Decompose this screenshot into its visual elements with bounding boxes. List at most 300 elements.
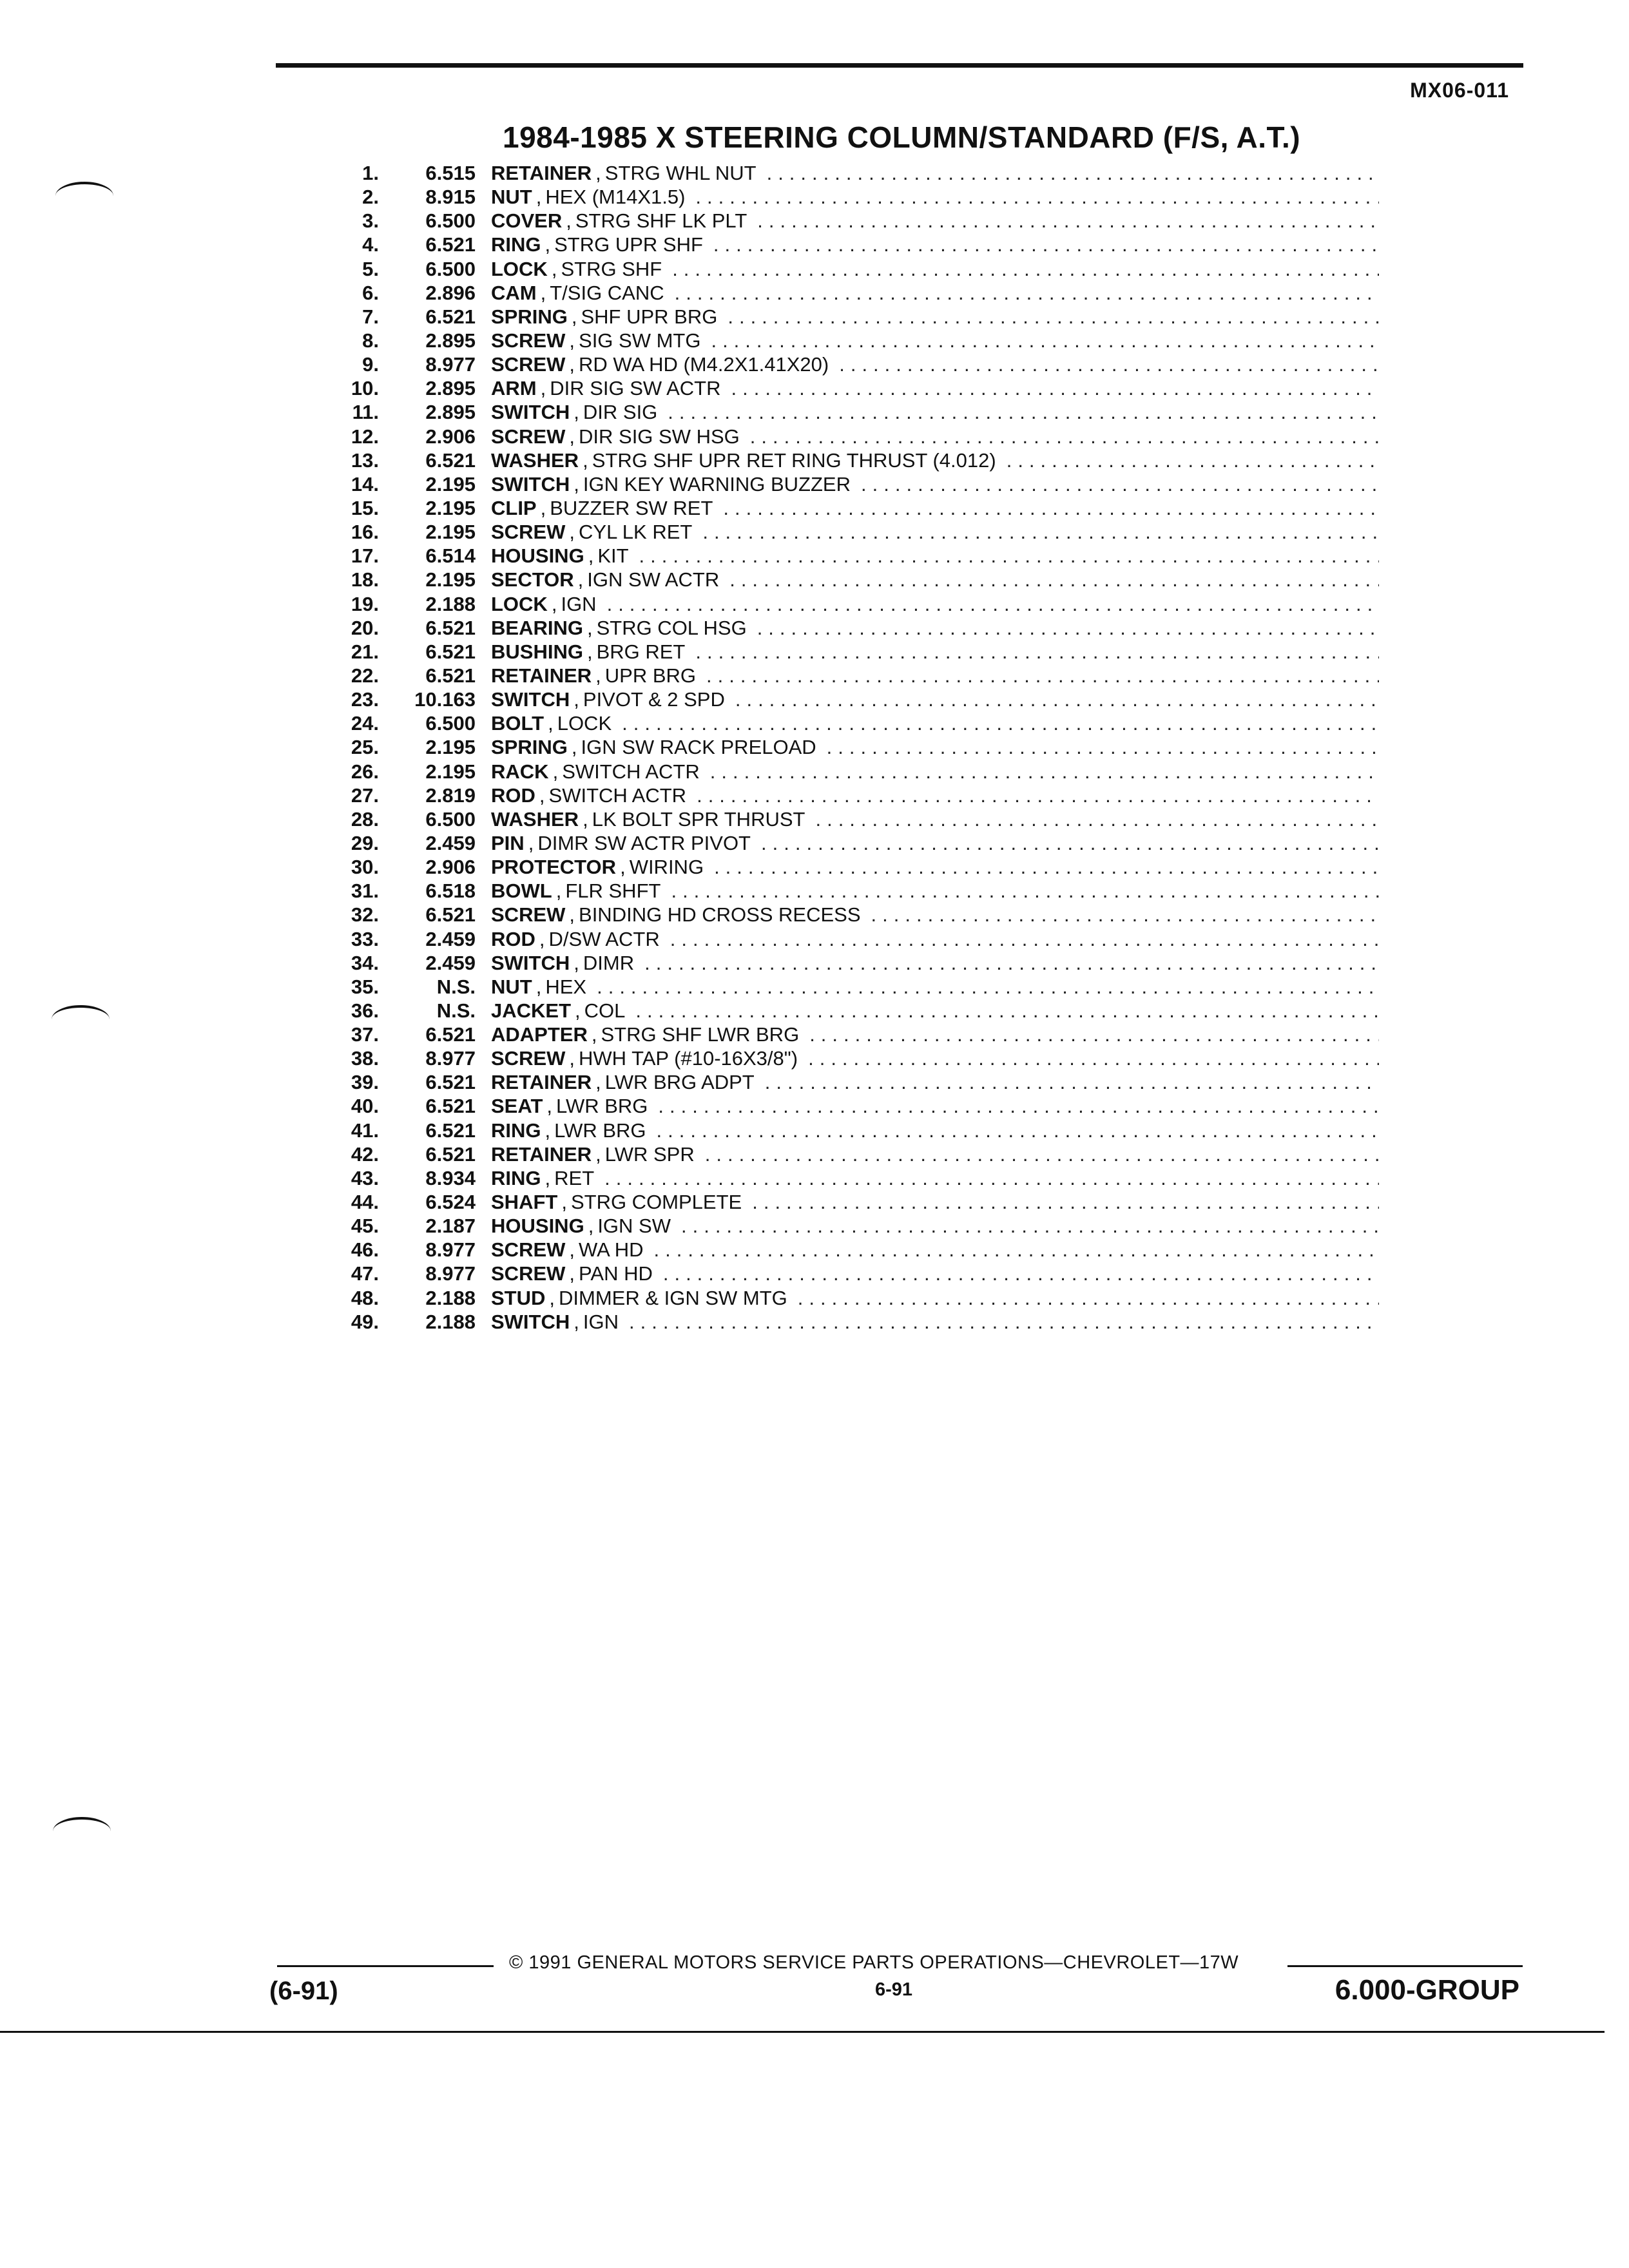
part-row — [322, 760, 1379, 783]
part-row — [322, 855, 1379, 879]
part-row — [322, 1214, 1379, 1238]
part-number: 2. — [362, 186, 379, 209]
part-number: 39. — [351, 1071, 379, 1094]
part-name: SPRING — [491, 305, 568, 328]
part-group: 6.521 — [425, 640, 476, 663]
part-group: 6.521 — [425, 233, 476, 256]
dot-leader — [757, 209, 1379, 233]
part-group: 8.977 — [425, 1238, 476, 1262]
part-row — [322, 1046, 1379, 1070]
part-description: IGN SW RACK PRELOAD — [581, 736, 816, 759]
part-separator: , — [574, 1310, 579, 1333]
bottom-rule — [0, 2031, 1605, 2033]
part-separator: , — [528, 831, 534, 854]
part-number: 3. — [362, 209, 379, 233]
part-number: 21. — [351, 640, 379, 663]
part-number: 27. — [351, 783, 379, 807]
part-row — [322, 1119, 1379, 1142]
footer-date-code: (6-91) — [269, 1977, 338, 2005]
punch-hole-mark — [52, 1005, 110, 1033]
part-separator: , — [586, 616, 593, 639]
part-row — [322, 544, 1379, 568]
part-row — [322, 879, 1379, 903]
part-separator: , — [535, 186, 542, 209]
part-description: STRG WHL NUT — [604, 162, 757, 184]
dot-leader — [839, 352, 1379, 376]
part-name: SWITCH — [491, 1310, 570, 1333]
part-group: 2.906 — [425, 425, 476, 448]
part-group: 2.195 — [425, 521, 476, 544]
part-name: SWITCH — [491, 401, 570, 424]
part-separator: , — [546, 1095, 553, 1118]
part-group: 2.895 — [425, 329, 476, 352]
part-group: 6.521 — [425, 616, 476, 639]
part-name: SCREW — [491, 425, 566, 448]
part-description: SWITCH ACTR — [562, 760, 700, 783]
part-row — [322, 448, 1379, 472]
part-separator: , — [583, 448, 588, 472]
part-description: HEX — [545, 975, 587, 998]
part-separator: , — [540, 281, 546, 304]
part-group: 2.819 — [425, 783, 476, 807]
dot-leader — [607, 592, 1379, 616]
part-number: 34. — [351, 951, 379, 974]
part-group: N.S. — [436, 999, 476, 1022]
part-separator: , — [569, 425, 575, 448]
part-number: 13. — [351, 448, 379, 472]
part-number: 42. — [351, 1142, 379, 1166]
dot-leader — [604, 1166, 1379, 1190]
part-row — [322, 281, 1379, 305]
part-separator: , — [569, 521, 575, 544]
dot-leader — [752, 1190, 1379, 1214]
part-row — [322, 903, 1379, 927]
part-group: 2.459 — [425, 951, 476, 974]
part-separator: , — [591, 1023, 597, 1046]
part-number: 6. — [362, 281, 379, 304]
part-description: STRG SHF UPR RET RING THRUST (4.012) — [592, 448, 996, 472]
part-number: 48. — [351, 1286, 379, 1309]
part-group: 2.195 — [425, 496, 476, 519]
part-number: 31. — [351, 879, 379, 903]
part-row — [322, 927, 1379, 951]
part-group: 2.459 — [425, 927, 476, 950]
part-description: LWR SPR — [604, 1142, 695, 1166]
part-number: 36. — [351, 999, 379, 1022]
part-name: SWITCH — [491, 472, 570, 495]
part-group: 2.188 — [425, 1310, 476, 1333]
part-name: SCREW — [491, 1262, 566, 1285]
part-description: HWH TAP (#10-16X3/8") — [579, 1047, 798, 1070]
part-name: PROTECTOR — [491, 856, 617, 879]
part-number: 14. — [351, 472, 379, 495]
part-description: STRG SHF LK PLT — [575, 209, 747, 233]
part-name: LOCK — [491, 592, 548, 615]
part-group: 6.521 — [425, 903, 476, 927]
part-group: 2.195 — [425, 568, 476, 591]
part-description: COL — [584, 999, 626, 1022]
part-name: ARM — [491, 377, 537, 400]
part-name: SCREW — [491, 1047, 566, 1070]
part-name: BOLT — [491, 712, 545, 735]
part-group: 2.896 — [425, 281, 476, 304]
part-separator: , — [539, 927, 545, 950]
part-group: 10.163 — [414, 688, 476, 711]
dot-leader — [827, 735, 1379, 759]
part-separator: , — [583, 807, 588, 831]
part-group: 2.195 — [425, 736, 476, 759]
part-number: 38. — [351, 1047, 379, 1070]
part-number: 1. — [362, 162, 379, 184]
part-separator: , — [539, 783, 545, 807]
part-separator: , — [551, 257, 557, 280]
punch-hole-mark — [53, 1817, 111, 1845]
part-number: 32. — [351, 903, 379, 927]
part-description: UPR BRG — [604, 664, 697, 687]
part-name: LOCK — [491, 257, 548, 280]
part-separator: , — [535, 975, 542, 998]
part-description: KIT — [597, 544, 629, 568]
part-separator: , — [569, 329, 575, 352]
part-description: STRG UPR SHF — [554, 233, 703, 256]
part-description: BINDING HD CROSS RECESS — [579, 903, 861, 927]
part-row — [322, 1166, 1379, 1190]
part-name: BUSHING — [491, 640, 583, 663]
part-separator: , — [561, 1191, 567, 1214]
part-separator: , — [569, 1238, 575, 1262]
part-group: 6.500 — [425, 209, 476, 233]
part-separator: , — [571, 305, 577, 328]
dot-leader — [809, 1023, 1379, 1046]
part-description: LWR BRG ADPT — [604, 1071, 755, 1094]
part-number: 24. — [351, 712, 379, 735]
part-row — [322, 161, 1379, 185]
part-row — [322, 400, 1379, 424]
part-group: 2.895 — [425, 377, 476, 400]
part-group: 8.977 — [425, 1262, 476, 1285]
part-row — [322, 305, 1379, 329]
part-description: DIMMER & IGN SW MTG — [559, 1286, 787, 1309]
part-description: DIMR SW ACTR PIVOT — [537, 831, 751, 854]
part-name: BOWL — [491, 879, 552, 903]
part-group: 8.934 — [425, 1166, 476, 1189]
part-separator: , — [574, 951, 579, 974]
part-separator: , — [566, 209, 572, 233]
part-row — [322, 592, 1379, 616]
part-description: RET — [554, 1166, 595, 1189]
part-row — [322, 1238, 1379, 1262]
part-row — [322, 257, 1379, 281]
part-number: 4. — [362, 233, 379, 256]
part-row — [322, 735, 1379, 759]
dot-leader — [710, 760, 1379, 783]
part-description: IGN — [561, 592, 597, 615]
part-name: SWITCH — [491, 951, 570, 974]
part-separator: , — [548, 712, 554, 735]
dot-leader — [729, 568, 1379, 591]
part-row — [322, 783, 1379, 807]
dot-leader — [757, 616, 1379, 640]
dot-leader — [728, 305, 1379, 329]
part-name: SCREW — [491, 1238, 566, 1262]
part-description: LWR BRG — [556, 1095, 648, 1118]
part-separator: , — [595, 664, 601, 687]
part-name: SCREW — [491, 521, 566, 544]
dot-leader — [871, 903, 1379, 927]
part-description: T/SIG CANC — [550, 281, 664, 304]
part-number: 35. — [351, 975, 379, 998]
part-name: SCREW — [491, 903, 566, 927]
part-description: LOCK — [557, 712, 612, 735]
part-row — [322, 472, 1379, 496]
part-name: WASHER — [491, 448, 579, 472]
part-separator: , — [571, 736, 577, 759]
part-group: 6.500 — [425, 257, 476, 280]
part-row — [322, 1262, 1379, 1285]
part-description: IGN SW ACTR — [587, 568, 720, 591]
part-separator: , — [595, 1142, 601, 1166]
part-group: 6.521 — [425, 1095, 476, 1118]
dot-leader — [750, 425, 1379, 448]
part-name: HOUSING — [491, 1215, 584, 1238]
part-group: 8.977 — [425, 353, 476, 376]
part-name: SCREW — [491, 353, 566, 376]
part-group: 6.521 — [425, 1023, 476, 1046]
part-description: HEX (M14X1.5) — [545, 186, 686, 209]
part-separator: , — [540, 377, 546, 400]
part-name: RETAINER — [491, 1142, 592, 1166]
part-number: 43. — [351, 1166, 379, 1189]
page-title: 1984-1985 X STEERING COLUMN/STANDARD (F/S, A.T.) — [503, 120, 1301, 154]
dot-leader — [815, 807, 1379, 831]
part-number: 41. — [351, 1119, 379, 1142]
part-name: WASHER — [491, 807, 579, 831]
dot-leader — [705, 1142, 1379, 1166]
dot-leader — [670, 927, 1379, 951]
part-description: SWITCH ACTR — [548, 783, 687, 807]
part-row — [322, 999, 1379, 1023]
part-number: 18. — [351, 568, 379, 591]
part-name: RETAINER — [491, 1071, 592, 1094]
part-row — [322, 520, 1379, 544]
footer-copyright: © 1991 GENERAL MOTORS SERVICE PARTS OPERATIONS—CHEVROLET—17W — [509, 1952, 1239, 1973]
part-group: 2.195 — [425, 472, 476, 495]
part-separator: , — [540, 496, 546, 519]
part-row — [322, 1190, 1379, 1214]
part-description: DIR SIG SW HSG — [579, 425, 740, 448]
part-number: 12. — [351, 425, 379, 448]
dot-leader — [663, 1262, 1379, 1285]
part-group: 8.915 — [425, 186, 476, 209]
part-separator: , — [569, 903, 575, 927]
part-number: 17. — [351, 544, 379, 568]
part-name: JACKET — [491, 999, 572, 1022]
part-group: 2.188 — [425, 592, 476, 615]
part-group: 8.977 — [425, 1047, 476, 1070]
part-description: PAN HD — [579, 1262, 653, 1285]
part-description: IGN SW — [597, 1215, 671, 1238]
dot-leader — [681, 1214, 1379, 1238]
part-separator: , — [569, 1262, 575, 1285]
part-number: 40. — [351, 1095, 379, 1118]
part-number: 25. — [351, 736, 379, 759]
part-row — [322, 616, 1379, 640]
part-number: 22. — [351, 664, 379, 687]
part-separator: , — [574, 472, 579, 495]
part-group: 6.521 — [425, 305, 476, 328]
dot-leader — [629, 1310, 1379, 1334]
part-separator: , — [574, 688, 579, 711]
part-group: 6.521 — [425, 664, 476, 687]
part-number: 49. — [351, 1310, 379, 1333]
dot-leader — [723, 496, 1379, 520]
dot-leader — [644, 951, 1379, 975]
footer-group-label: 6.000-GROUP — [1335, 1974, 1519, 2006]
part-description: STRG COL HSG — [596, 616, 747, 639]
part-group: 6.521 — [425, 1142, 476, 1166]
part-description: IGN — [583, 1310, 619, 1333]
part-row — [322, 425, 1379, 448]
dot-leader — [639, 544, 1379, 568]
part-name: ADAPTER — [491, 1023, 588, 1046]
part-name: ROD — [491, 927, 535, 950]
dot-leader — [861, 472, 1379, 496]
part-separator: , — [595, 1071, 601, 1094]
dot-leader — [711, 329, 1379, 352]
part-description: BRG RET — [596, 640, 686, 663]
part-separator: , — [545, 233, 551, 256]
part-name: SWITCH — [491, 688, 570, 711]
part-description: WA HD — [579, 1238, 644, 1262]
part-row — [322, 687, 1379, 711]
part-description: WIRING — [629, 856, 704, 879]
dot-leader — [765, 1070, 1379, 1094]
part-number: 37. — [351, 1023, 379, 1046]
dot-leader — [735, 687, 1379, 711]
part-group: 2.195 — [425, 760, 476, 783]
part-row — [322, 233, 1379, 256]
part-name: NUT — [491, 975, 532, 998]
part-name: CAM — [491, 281, 537, 304]
part-row — [322, 568, 1379, 591]
part-group: 6.515 — [425, 162, 476, 184]
part-row — [322, 640, 1379, 664]
part-group: 6.514 — [425, 544, 476, 568]
dot-leader — [714, 855, 1379, 879]
part-name: RACK — [491, 760, 549, 783]
part-group: 6.524 — [425, 1191, 476, 1214]
parts-list — [322, 161, 1379, 1334]
part-group: 6.500 — [425, 807, 476, 831]
part-group: 6.521 — [425, 1071, 476, 1094]
dot-leader — [672, 257, 1379, 281]
part-group: 2.895 — [425, 401, 476, 424]
part-number: 44. — [351, 1191, 379, 1214]
reference-code: MX06-011 — [1410, 79, 1509, 102]
part-name: SECTOR — [491, 568, 574, 591]
part-number: 29. — [351, 831, 379, 854]
part-description: IGN KEY WARNING BUZZER — [583, 472, 851, 495]
part-number: 16. — [351, 521, 379, 544]
part-row — [322, 329, 1379, 352]
part-name: HOUSING — [491, 544, 584, 568]
part-name: SEAT — [491, 1095, 543, 1118]
part-number: 46. — [351, 1238, 379, 1262]
dot-leader — [808, 1046, 1379, 1070]
dot-leader — [731, 376, 1379, 400]
dot-leader — [635, 999, 1379, 1023]
part-row — [322, 1142, 1379, 1166]
part-separator: , — [620, 856, 626, 879]
part-row — [322, 807, 1379, 831]
footer-rule-right — [1287, 1965, 1523, 1967]
punch-hole-mark — [55, 182, 113, 210]
part-name: PIN — [491, 831, 525, 854]
part-row — [322, 975, 1379, 999]
part-name: BEARING — [491, 616, 583, 639]
part-row — [322, 664, 1379, 687]
part-separator: , — [552, 760, 559, 783]
part-separator: , — [545, 1119, 551, 1142]
part-group: 2.188 — [425, 1286, 476, 1309]
part-number: 15. — [351, 496, 379, 519]
part-separator: , — [574, 401, 579, 424]
part-row — [322, 1094, 1379, 1118]
part-number: 20. — [351, 616, 379, 639]
part-number: 8. — [362, 329, 379, 352]
part-separator: , — [569, 353, 575, 376]
dot-leader — [1007, 448, 1379, 472]
part-row — [322, 209, 1379, 233]
dot-leader — [695, 640, 1379, 664]
part-description: STRG SHF — [561, 257, 662, 280]
dot-leader — [622, 711, 1379, 735]
dot-leader — [671, 879, 1379, 903]
part-description: DIR SIG — [583, 401, 658, 424]
part-description: DIR SIG SW ACTR — [550, 377, 721, 400]
part-description: D/SW ACTR — [548, 927, 660, 950]
part-group: 2.906 — [425, 856, 476, 879]
part-description: STRG SHF LWR BRG — [601, 1023, 800, 1046]
part-number: 28. — [351, 807, 379, 831]
part-number: 26. — [351, 760, 379, 783]
dot-leader — [597, 975, 1379, 999]
part-name: RETAINER — [491, 664, 592, 687]
part-separator: , — [555, 879, 562, 903]
part-separator: , — [595, 162, 601, 184]
part-name: RETAINER — [491, 162, 592, 184]
dot-leader — [798, 1286, 1379, 1310]
part-group: 6.521 — [425, 448, 476, 472]
top-rule — [276, 63, 1523, 68]
part-description: SIG SW MTG — [579, 329, 701, 352]
part-row — [322, 1070, 1379, 1094]
footer-page-number: 6-91 — [875, 1979, 913, 2000]
part-name: RING — [491, 1166, 541, 1189]
part-row — [322, 1286, 1379, 1310]
part-group: 2.459 — [425, 831, 476, 854]
dot-leader — [657, 1119, 1379, 1142]
part-number: 45. — [351, 1215, 379, 1238]
dot-leader — [695, 185, 1379, 209]
part-number: 30. — [351, 856, 379, 879]
part-description: DIMR — [583, 951, 635, 974]
part-name: SCREW — [491, 329, 566, 352]
part-group: 2.187 — [425, 1215, 476, 1238]
part-number: 47. — [351, 1262, 379, 1285]
part-name: NUT — [491, 186, 532, 209]
part-name: RING — [491, 1119, 541, 1142]
